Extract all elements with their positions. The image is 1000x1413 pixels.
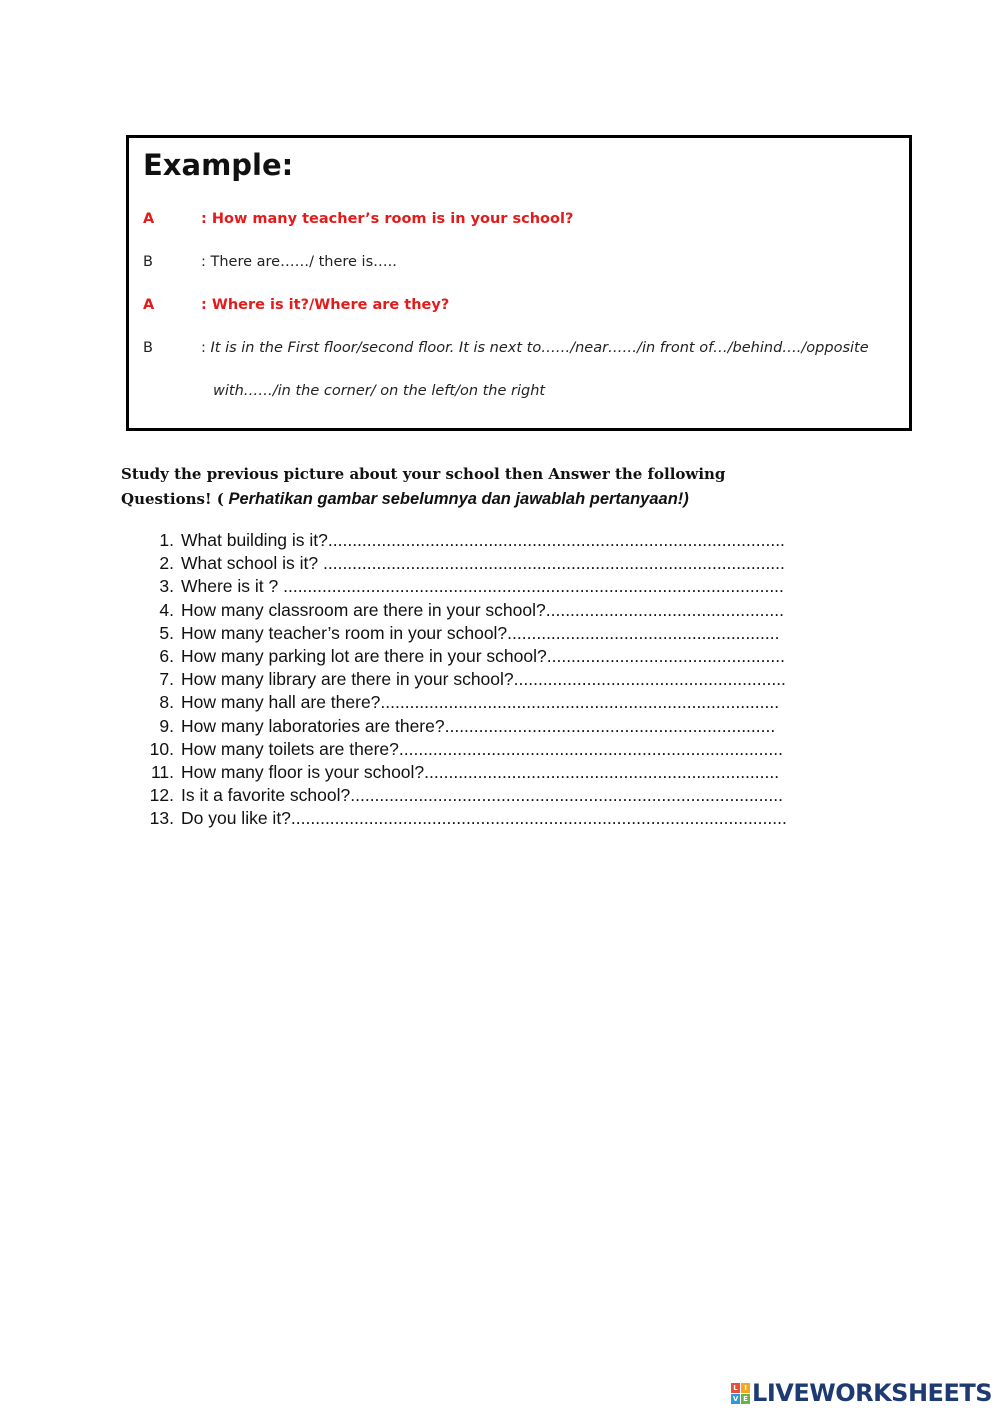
- question-text: What building is it?..............................................................................................: [181, 530, 785, 550]
- question-number: 4.: [159, 599, 174, 620]
- question-list: [130, 529, 882, 830]
- question-text: Is it a favorite school?.........................................................................................: [181, 785, 783, 806]
- dialogue-line-1: [143, 211, 573, 227]
- question-number: 10.: [149, 738, 174, 759]
- question-item: [130, 807, 882, 830]
- speaker-label: A: [143, 211, 155, 227]
- question-number: 13.: [149, 808, 174, 829]
- question-text: How many floor is your school?.........................................................................: [181, 761, 780, 782]
- question-item: [130, 645, 882, 668]
- question-text: How many toilets are there?...............................................................................: [181, 738, 783, 759]
- question-text: How many teacher’s room in your school?........................................................: [181, 622, 780, 643]
- question-text: How many hall are there?..................................................................................: [181, 692, 780, 713]
- question-item: [130, 784, 882, 807]
- question-item: [130, 622, 882, 645]
- question-item: [130, 691, 882, 714]
- question-item: [130, 529, 882, 552]
- dialogue-prefix: :: [201, 340, 211, 356]
- dialogue-line-3: [143, 297, 449, 313]
- question-item: [130, 715, 882, 738]
- dialogue-line-2: [143, 254, 397, 270]
- question-number: 2.: [159, 553, 174, 574]
- question-item: [130, 738, 882, 761]
- question-number: 12.: [149, 785, 174, 806]
- question-number: 8.: [159, 692, 174, 713]
- question-item: [130, 668, 882, 691]
- question-number: 3.: [159, 576, 174, 597]
- dialogue-line-4: [143, 340, 869, 356]
- dialogue-continuation: with……/in the corner/ on the left/on the right: [213, 383, 546, 399]
- question-number: 5.: [159, 622, 174, 643]
- question-number: 6.: [159, 645, 174, 666]
- question-text: Do you like it?......................................................................................................: [181, 808, 787, 829]
- logo-text: LIVEWORKSHEETS: [752, 1379, 992, 1407]
- logo-mark-cell: I: [741, 1383, 750, 1393]
- question-text: How many parking lot are there in your school?.................................................: [181, 645, 785, 666]
- logo-mark-cell: V: [732, 1394, 739, 1403]
- logo-mark-cell: L: [731, 1383, 740, 1393]
- question-number: 1.: [159, 530, 174, 550]
- question-item: [130, 599, 882, 622]
- speaker-label: B: [143, 340, 153, 356]
- instruction: [121, 462, 821, 512]
- question-item: [130, 575, 882, 598]
- question-text: How many classroom are there in your school?.................................................: [181, 599, 784, 620]
- question-number: 7.: [159, 669, 174, 690]
- speaker-label: B: [143, 254, 153, 270]
- dialogue-text: : Where is it?/Where are they?: [201, 297, 450, 313]
- dialogue-text: : How many teacher’s room is in your school?: [201, 211, 574, 227]
- question-item: [130, 761, 882, 784]
- question-item: [130, 552, 882, 575]
- instruction-bold: Study the previous picture about your school then Answer the following Questions! (: [121, 465, 726, 508]
- instruction-italic: Perhatikan gambar sebelumnya dan jawablah pertanyaan!): [223, 490, 689, 508]
- dialogue-text: : There are……/ there is…..: [201, 254, 397, 270]
- question-text: Where is it ? .......................................................................................................: [181, 576, 784, 597]
- example-box: [126, 135, 912, 431]
- logo-mark-cell: E: [741, 1394, 750, 1404]
- dialogue-text: It is in the First floor/second floor. It is next to……/near……/in front of…/behind…./opposite: [210, 340, 869, 356]
- question-text: How many laboratories are there?....................................................................: [181, 715, 776, 736]
- question-number: 9.: [159, 715, 174, 736]
- question-number: 11.: [150, 761, 174, 782]
- question-text: What school is it? ...............................................................................................: [181, 553, 785, 574]
- question-text: How many library are there in your school?........................................................: [181, 669, 786, 690]
- example-title: Example:: [143, 148, 294, 182]
- liveworksheets-logo[interactable]: [731, 1377, 992, 1409]
- liveworksheets-logo-icon: [731, 1383, 750, 1404]
- speaker-label: A: [143, 297, 155, 313]
